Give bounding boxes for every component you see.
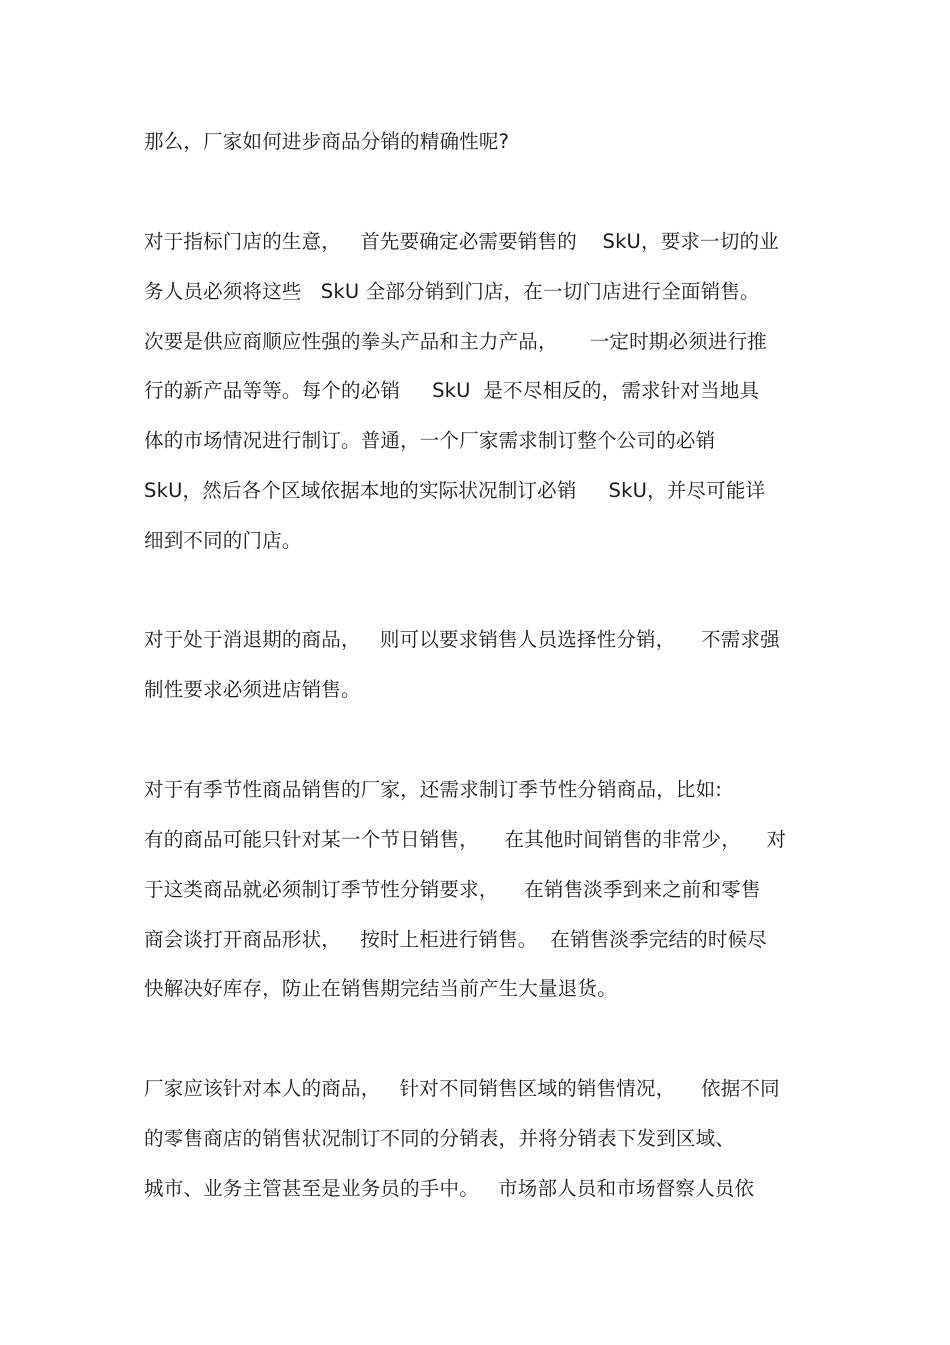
text-line: 城市、业务主管甚至是业务员的手中。 市场部人员和市场督察人员依 xyxy=(144,1177,755,1200)
text-line: 对于有季节性商品销售的厂家，还需求制订季节性分销商品，比如: xyxy=(144,778,723,801)
text-line: 于这类商品就必须制订季节性分销要求， 在销售淡季到来之前和零售 xyxy=(144,878,761,901)
text-line: 厂家应该针对本人的商品， 针对不同销售区域的销售情况， 依据不同 xyxy=(144,1077,780,1100)
text-line: 那么，厂家如何进步商品分销的精确性呢? xyxy=(144,130,510,153)
text-line: 体的市场情况进行制订。普通，一个厂家需求制订整个公司的必销 xyxy=(144,429,716,452)
text-line: 制性要求必须进店销售。 xyxy=(144,678,361,701)
text-line: 行的新产品等等。每个的必销 SkU 是不尽相反的，需求针对当地具 xyxy=(144,379,760,402)
text-line: 的零售商店的销售状况制订不同的分销表，并将分销表下发到区域、 xyxy=(144,1127,736,1150)
text-line: 对于指标门店的生意， 首先要确定必需要销售的 SkU，要求一切的业 xyxy=(144,230,779,253)
text-line: 务人员必须将这些 SkU 全部分销到门店，在一切门店进行全面销售。 xyxy=(144,280,760,303)
text-line: 次要是供应商顺应性强的拳头产品和主力产品， 一定时期必须进行推 xyxy=(144,330,767,353)
text-line: 快解决好库存，防止在销售期完结当前产生大量退货。 xyxy=(144,977,617,1000)
text-line: 有的商品可能只针对某一个节日销售， 在其他时间销售的非常少， 对 xyxy=(144,828,787,851)
text-line: 细到不同的门店。 xyxy=(144,529,302,552)
text-line: 商会谈打开商品形状， 按时上柜进行销售。 在销售淡季完结的时候尽 xyxy=(144,928,767,951)
text-line: 对于处于消退期的商品， 则可以要求销售人员选择性分销， 不需求强 xyxy=(144,628,780,651)
text-line: SkU，然后各个区域依据本地的实际状况制订必销 SkU，并尽可能详 xyxy=(144,479,766,502)
